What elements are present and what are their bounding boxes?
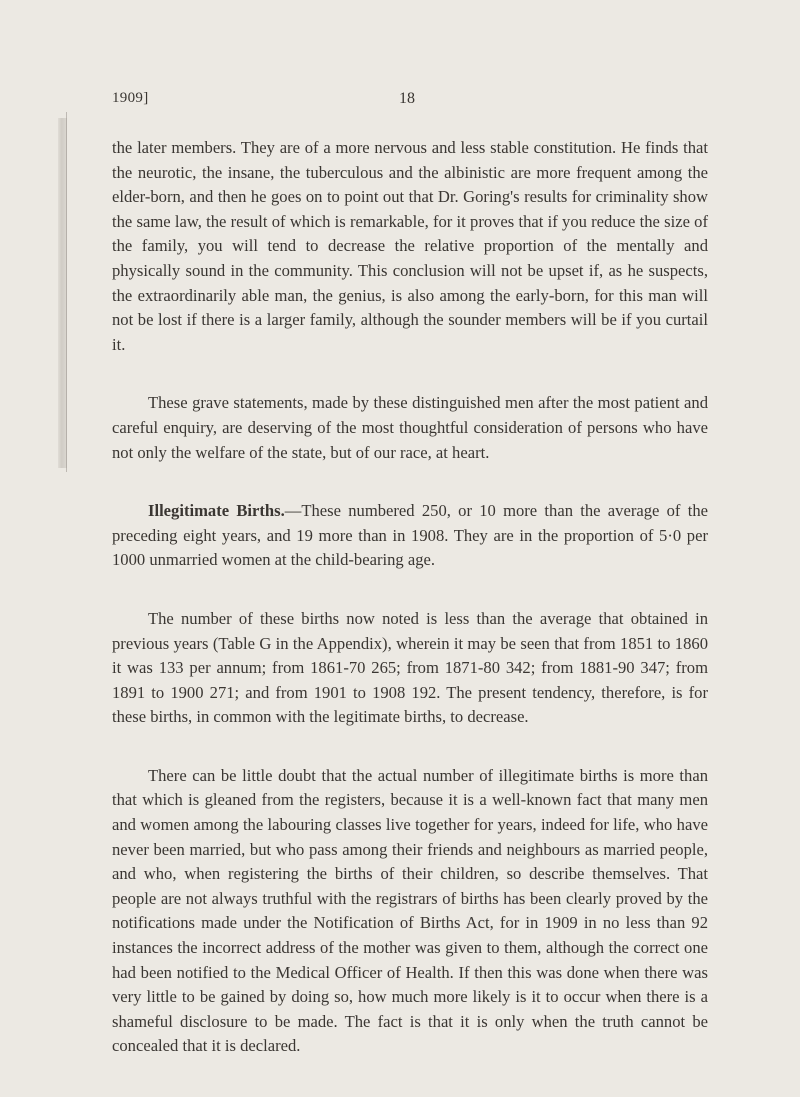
- section-heading: Illegitimate Births.: [148, 501, 285, 521]
- paragraph-registers: There can be little doubt that the actual number of illegitimate births is more than that which is gleaned from the registers, because it is a well-known fact that many men and women among the labouring classes live together for years, indeed for life, who have never been married, but who pass among their friends and neighbours as married people, and who, when registering the births of their children, so describe themselves. That people are not always truthful with the registrars of births has been clearly proved by the notifications made under the Notification of Births Act, for in 1909 in no less than 92 instances the incorrect address of the mother was given to them, although the correct one had been notified to the Medical Officer of Health. If then this was done when there was very little to be gained by doing so, how much more likely is it to occur when there is a shameful disclosure to be made. The fact is that it is only when the truth cannot be concealed that it is declared.: [112, 765, 708, 1056]
- section-heading-text: —These numbered 250, or 10 more than the average of the preceding eight years, and 19 more than in 1908. They are in the proportion of 5·0 per 1000 unmarried women at the child-bearing age.: [112, 501, 708, 570]
- header-year: 1909]: [112, 90, 149, 106]
- binding-edge: [66, 112, 67, 472]
- page-number: 18: [399, 90, 415, 107]
- paragraph-illegitimate-births: [112, 499, 708, 573]
- paragraph-grave-statements: These grave statements, made by these distinguished men after the most patient and careful enquiry, are deserving of the most thoughtful consideration of persons who have not only the welfare of the state, but of our race, at heart.: [112, 393, 708, 462]
- paragraph-continuation: the later members. They are of a more nervous and less stable constitution. He finds that the neurotic, the insane, the tuberculous and the albinistic are more frequent among the elder-born, and then he goes on to point out that Dr. Goring's results for criminality show the same law, the result of which is remarkable, for it proves that if you reduce the size of the family, you will tend to decrease the relative proportion of the mentally and physically sound in the community. This conclusion will not be upset if, as he suspects, the extraordinarily able man, the genius, is also among the early-born, for this man will not be lost if there is a larger family, although the sounder members will be if you curtail it.: [112, 138, 708, 354]
- paragraph-previous-years: The number of these births now noted is less than the average that obtained in previous years (Table G in the Appendix), wherein it may be seen that from 1851 to 1860 it was 133 per annum; from 1861-70 265; from 1871-80 342; from 1881-90 347; from 1891 to 1900 271; and from 1901 to 1908 192. The present tendency, therefore, is for these births, in common with the legitimate births, to decrease.: [112, 608, 708, 727]
- body-text: [112, 136, 708, 1093]
